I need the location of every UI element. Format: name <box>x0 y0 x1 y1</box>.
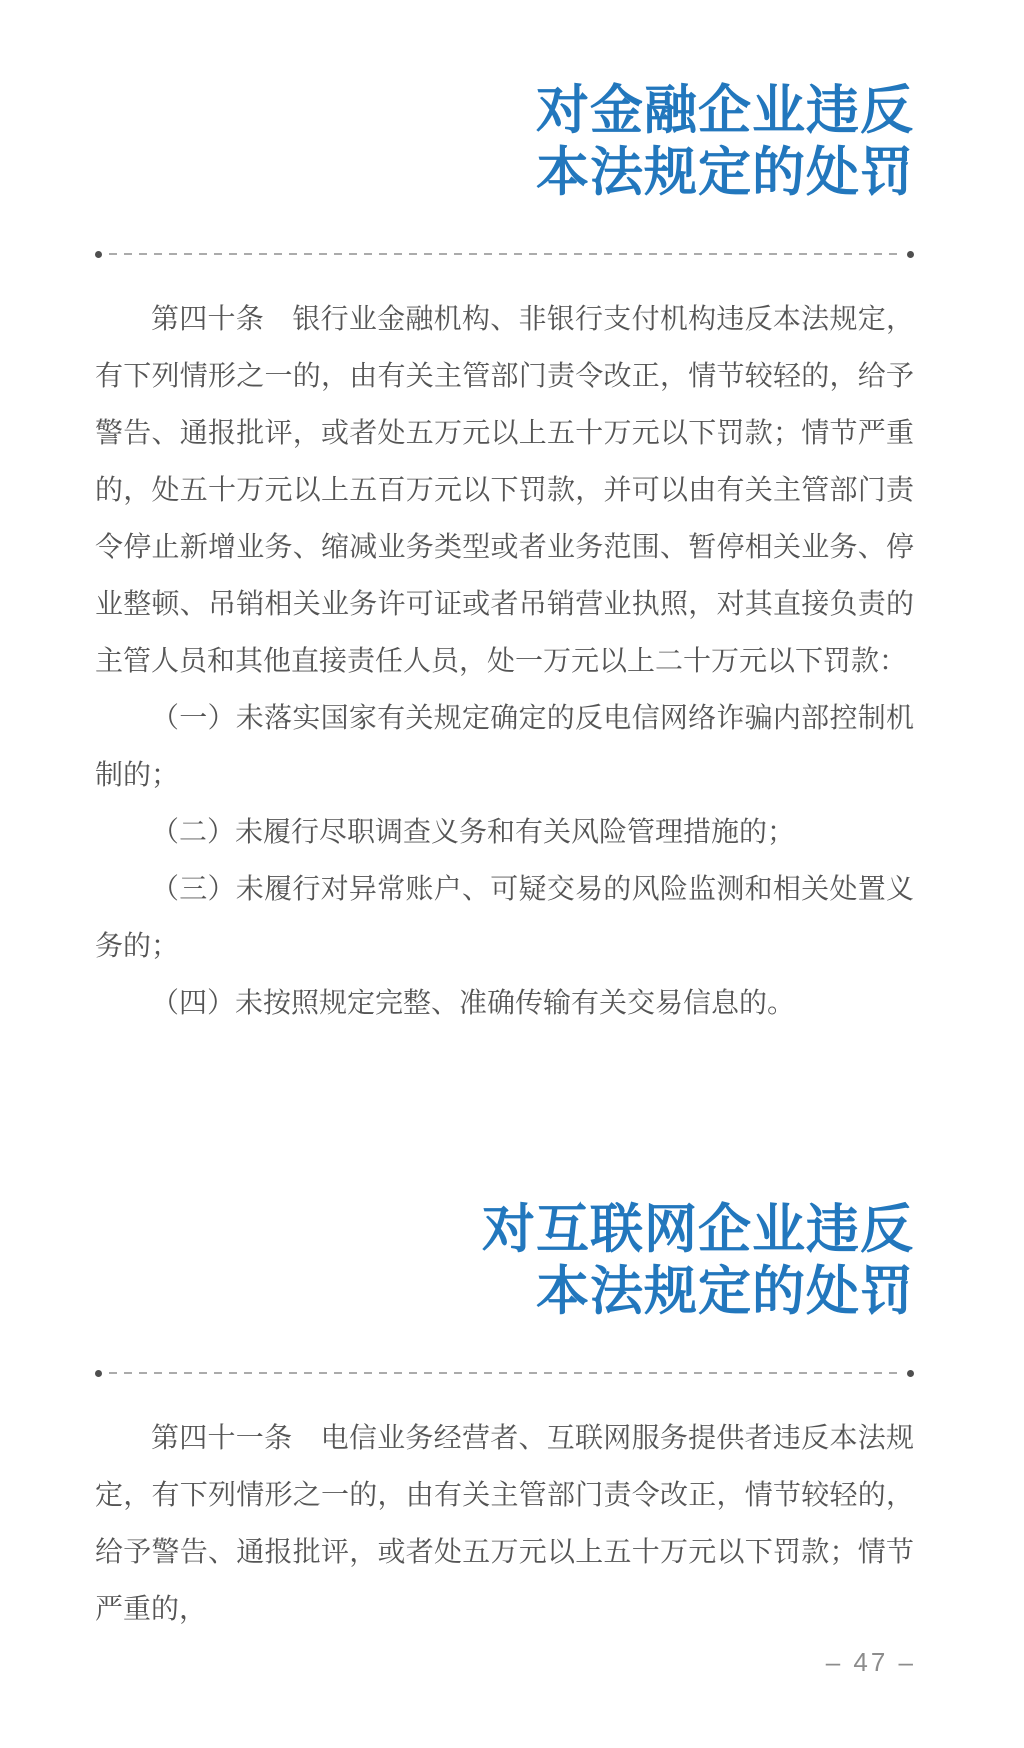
article-40-item-3: （三）未履行对异常账户、可疑交易的风险监测和相关处置义务的； <box>95 873 914 961</box>
article-41-paragraph: 第四十一条 电信业务经营者、互联网服务提供者违反本法规定，有下列情形之一的，由有关主管部门责令改正，情节较轻的，给予警告、通报批评，或者处五万元以上五十万元以下罚款；情节严重的， <box>95 1422 914 1624</box>
section-title-internet-line-2: 本法规定的处罚 <box>536 1262 914 1321</box>
divider-dashes <box>109 253 900 255</box>
dashed-divider <box>95 1369 914 1377</box>
article-40-item-1: （一）未落实国家有关规定确定的反电信网络诈骗内部控制机制的； <box>95 702 914 790</box>
article-40-item-2: （二）未履行尽职调查义务和有关风险管理措施的； <box>151 816 796 847</box>
divider-dot-left-icon <box>95 1370 102 1377</box>
divider-dot-left-icon <box>95 251 102 258</box>
article-40-item-4: （四）未按照规定完整、准确传输有关交易信息的。 <box>151 987 796 1018</box>
section-title-internet-line-1: 对互联网企业违反 <box>482 1200 914 1259</box>
section-title-finance-line-2: 本法规定的处罚 <box>536 143 914 202</box>
section-title-internet <box>95 1199 914 1323</box>
page-content <box>95 0 914 1637</box>
divider-dot-right-icon <box>907 1370 914 1377</box>
dashed-divider <box>95 250 914 258</box>
article-40-paragraph: 第四十条 银行业金融机构、非银行支付机构违反本法规定，有下列情形之一的，由有关主管部门责令改正，情节较轻的，给予警告、通报批评，或者处五万元以上五十万元以下罚款；情节严重的，处五十万元以上五百万元以下罚款，并可以由有关主管部门责令停止新增业务、缩减业务类型或者业务范围、暂停相关业务、停业整顿、吊销相关业务许可证或者吊销营业执照，对其直接负责的主管人员和其他直接责任人员，处一万元以上二十万元以下罚款： <box>95 303 914 676</box>
section-title-finance-line-1: 对金融企业违反 <box>536 81 914 140</box>
divider-dot-right-icon <box>907 251 914 258</box>
divider-dashes <box>109 1372 900 1374</box>
section-title-finance <box>95 80 914 204</box>
page-number: – 47 – <box>825 1647 916 1677</box>
